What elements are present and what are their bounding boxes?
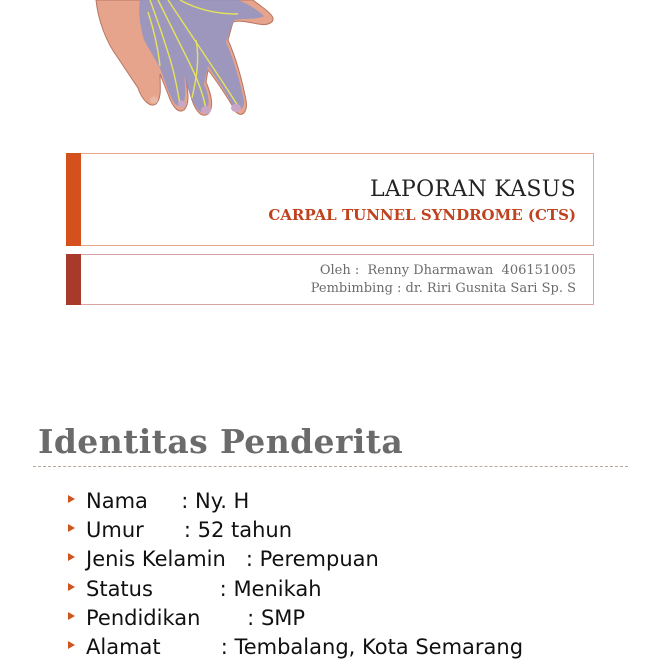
item-separator: : xyxy=(160,634,235,659)
item-label: Umur xyxy=(86,518,144,543)
item-label: Status xyxy=(86,576,153,601)
bullet-arrow-icon xyxy=(68,524,75,532)
item-value: Menikah xyxy=(233,576,322,601)
bullet-arrow-icon xyxy=(68,583,75,591)
item-label: Jenis Kelamin xyxy=(86,547,226,572)
item-separator: : xyxy=(225,547,260,572)
accent-bar xyxy=(66,254,81,305)
item-separator: : xyxy=(143,518,198,543)
bullet-arrow-icon xyxy=(68,641,75,649)
item-value: 52 tahun xyxy=(197,518,293,543)
item-label: Alamat xyxy=(86,634,161,659)
cover-title-box xyxy=(66,153,594,246)
item-separator: : xyxy=(152,576,234,601)
accent-bar xyxy=(66,153,81,246)
hand-nerve-illustration xyxy=(88,0,278,128)
supervisor-line: Pembimbing : dr. Riri Gusnita Sari Sp. S xyxy=(310,281,576,296)
item-label: Pendidikan xyxy=(86,605,201,630)
item-separator: : xyxy=(200,605,261,630)
bullet-arrow-icon xyxy=(68,553,75,561)
cover-subtitle: CARPAL TUNNEL SYNDROME (CTS) xyxy=(268,206,576,224)
author-line: Oleh : Renny Dharmawan 406151005 xyxy=(319,263,576,278)
cover-author-box xyxy=(66,254,594,305)
title-divider xyxy=(33,466,628,467)
cover-title: LAPORAN KASUS xyxy=(369,177,576,202)
item-value: Tembalang, Kota Semarang xyxy=(234,634,524,659)
item-value: Perempuan xyxy=(259,547,379,572)
slide-title: Identitas Penderita xyxy=(38,422,404,461)
item-separator: : xyxy=(147,489,196,513)
item-label: Nama xyxy=(86,489,148,513)
item-value: Ny. H xyxy=(195,489,250,513)
bullet-arrow-icon xyxy=(68,612,75,620)
item-value: SMP xyxy=(260,605,306,630)
bullet-arrow-icon xyxy=(68,495,75,503)
